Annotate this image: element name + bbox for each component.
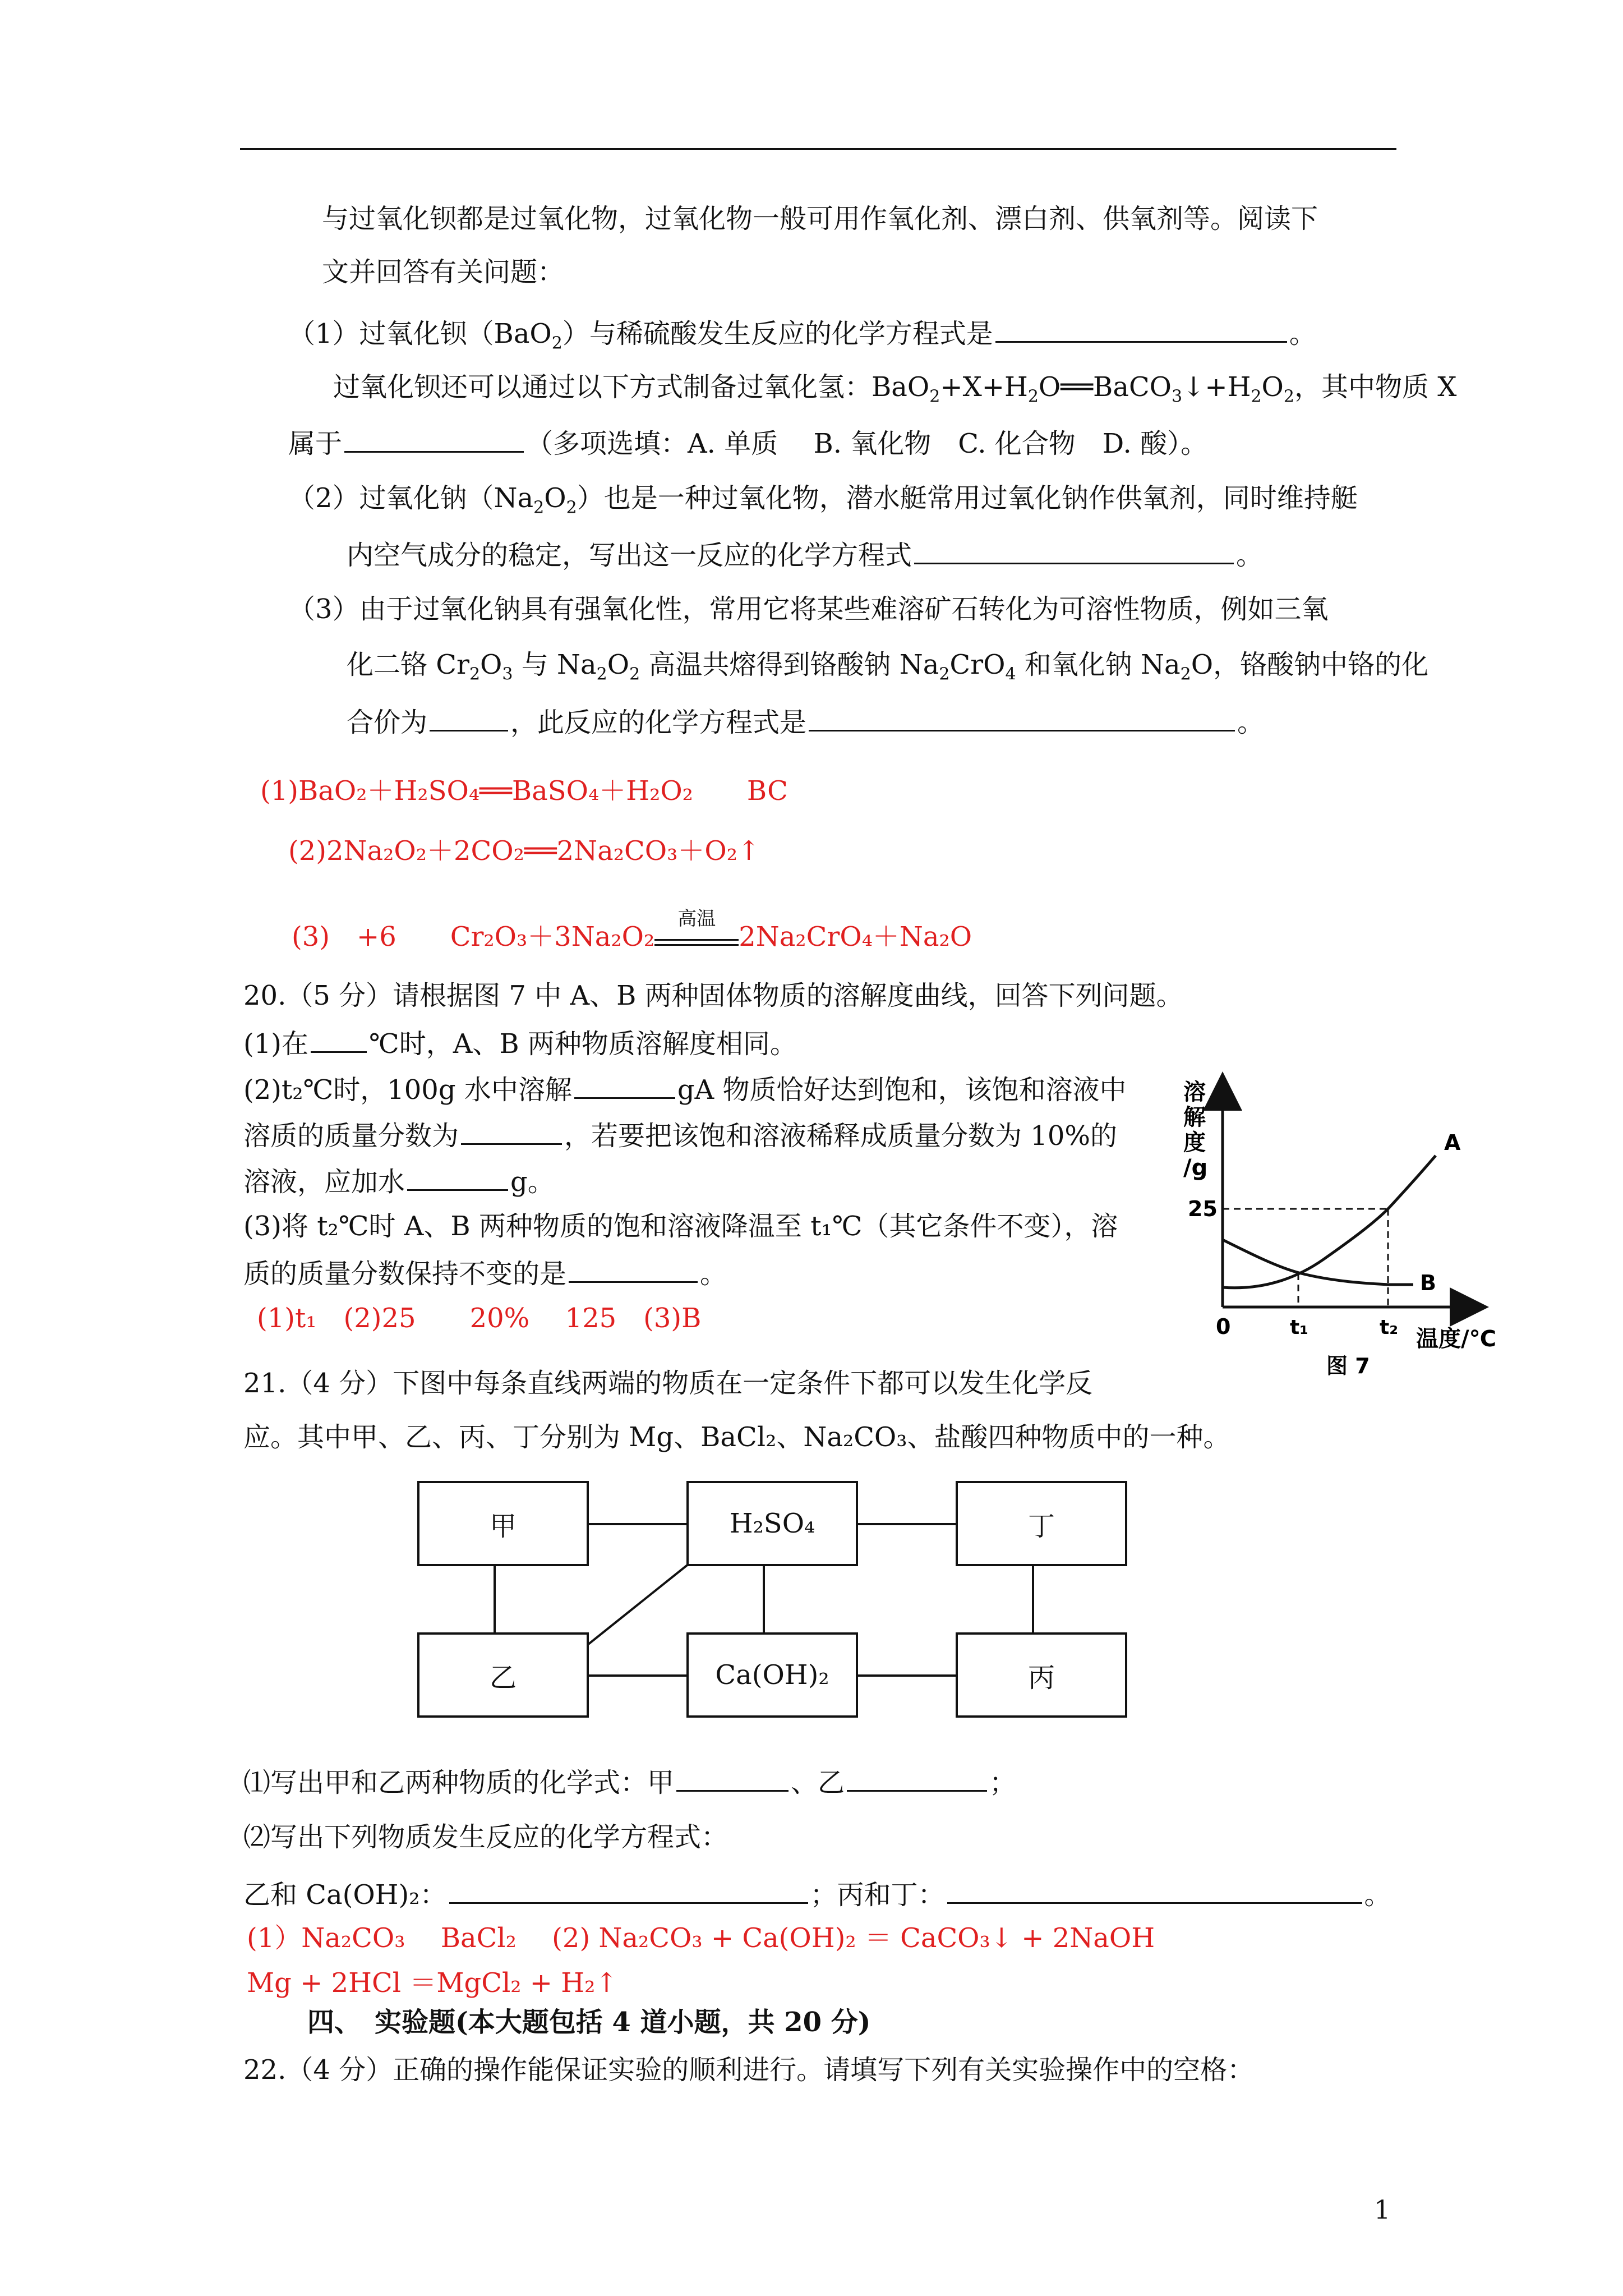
- q19-p4-a: （2）过氧化钠（Na: [288, 482, 534, 514]
- q19-p8-b: ，此反应的化学方程式是: [510, 707, 807, 738]
- curve-a: [1223, 1156, 1436, 1288]
- intro-line-2: 文并回答有关问题：: [322, 256, 565, 288]
- header-rule: [240, 148, 1396, 150]
- q21-blank-eq1[interactable]: [449, 1876, 808, 1904]
- q19-p1-text-b: ）与稀硫酸发生反应的化学方程式是: [562, 318, 993, 349]
- y-axis-label-char-1: 溶: [1183, 1079, 1206, 1105]
- section-4-heading: 四、 实验题(本大题包括 4 道小题，共 20 分): [307, 2007, 871, 2038]
- q19-p2-c: O══BaCO: [1038, 371, 1172, 403]
- q22-heading: 22.（4 分）正确的操作能保证实验的顺利进行。请填写下列有关实验操作中的空格：: [243, 2054, 1255, 2086]
- q19-p8-end: 。: [1237, 707, 1265, 738]
- double-equal-sign: [654, 939, 739, 946]
- q19-part1-prep: 过氧化钡还可以通过以下方式制备过氧化氢：$BaO_2+X+H_2O══BaCO_3↓+H_2O_2$，其中物质 X: [333, 371, 1457, 407]
- box-caoh2: Ca(OH)₂: [686, 1632, 858, 1718]
- x-axis-label: 温度/℃: [1416, 1326, 1497, 1352]
- q21-heading-2: 应。其中甲、乙、丙、丁分别为 Mg、BaCl₂、Na₂CO₃、盐酸四种物质中的一种。: [243, 1421, 1230, 1453]
- q21-blank-jia[interactable]: [676, 1764, 789, 1792]
- q20-s1-a: (1)在: [243, 1028, 308, 1060]
- q20-s4-b: g。: [510, 1166, 555, 1198]
- q19-p5-blank[interactable]: [914, 537, 1234, 564]
- q19-p7-a: 化二铬 Cr: [347, 649, 469, 680]
- y-axis-label-char-3: 度: [1183, 1130, 1206, 1156]
- link-h2so4-yi: [583, 1559, 695, 1649]
- q20-answer: (1)t₁ (2)25 20% 125 (3)B: [257, 1303, 702, 1334]
- q19-p8-blank2[interactable]: [809, 704, 1235, 731]
- q20-s3-b: ，若要把该饱和溶液稀释成质量分数为 10%的: [564, 1120, 1117, 1152]
- q19-p1-end: 。: [1289, 318, 1316, 349]
- q20-s2-blank[interactable]: [574, 1071, 675, 1099]
- q20-s4-a: 溶液，应加水: [243, 1166, 405, 1198]
- q19-p2-f: ，其中物质 X: [1294, 371, 1457, 403]
- link-h2so4-caoh2: [763, 1565, 765, 1644]
- tick-25: 25: [1188, 1197, 1218, 1221]
- q19-p7-h: O，铬酸钠中铬的化: [1191, 649, 1429, 680]
- q20-s4-blank[interactable]: [407, 1163, 508, 1191]
- q20-sub-2: [243, 1071, 1126, 1107]
- q19-p5-a: 内空气成分的稳定，写出这一反应的化学方程式: [347, 540, 912, 571]
- condition-label: 高温: [677, 908, 716, 930]
- q19-part1-class: [288, 425, 1207, 461]
- q19-answer-1: (1)BaO₂＋H₂SO₄══BaSO₄＋H₂O₂ BC: [260, 775, 788, 807]
- q19-p4-c: ）也是一种过氧化物，潜水艇常用过氧化钠作供氧剂，同时维持艇: [577, 482, 1358, 514]
- q19-p2-b: +X+H: [940, 371, 1028, 403]
- q19-p1-text-a: （1）过氧化钡（BaO: [288, 318, 552, 349]
- q19-p2-d: ↓+H: [1182, 371, 1251, 403]
- q20-s6-blank[interactable]: [569, 1255, 698, 1283]
- q19-p7-b: O: [480, 649, 502, 680]
- q19-p7-g: 和氧化钠 Na: [1016, 649, 1181, 680]
- curve-a-label: A: [1444, 1130, 1461, 1155]
- reaction-condition-arrow: [654, 908, 739, 946]
- q19-part1: （1）过氧化钡（BaO$_2$）与稀硫酸发生反应的化学方程式是 。: [288, 315, 1316, 351]
- q19-answer-2: (2)2Na₂O₂＋2CO₂══2Na₂CO₃＋O₂↑: [288, 835, 760, 867]
- q19-p7-e: 高温共熔得到铬酸钠 Na: [640, 649, 939, 680]
- solubility-figure: [1166, 1066, 1525, 1380]
- q19-part3-answer-line: [347, 704, 1264, 739]
- q20-sub-2-cont2: [243, 1163, 555, 1199]
- q21-blank-yi[interactable]: [847, 1764, 987, 1792]
- q20-sub-3: (3)将 t₂℃时 A、B 两种物质的饱和溶液降温至 t₁℃（其它条件不变），溶: [243, 1211, 1118, 1242]
- page-number: 1: [1374, 2194, 1391, 2225]
- q21-sub-2-eq: [243, 1876, 1391, 1912]
- q19-a3-post: 2Na₂CrO₄＋Na₂O: [739, 921, 972, 953]
- q20-sub-1: [243, 1025, 797, 1061]
- q19-p8-a: 合价为: [347, 707, 428, 738]
- q20-s6-b: 。: [700, 1258, 727, 1290]
- q20-s1-blank[interactable]: [311, 1025, 367, 1053]
- q19-p3-a: 属于: [288, 428, 343, 459]
- box-bing: 丙: [956, 1632, 1127, 1718]
- q20-sub-3-cont: [243, 1255, 727, 1291]
- q21-s1-b: 、乙: [791, 1767, 845, 1798]
- q21-s1-c: ；: [989, 1767, 1017, 1798]
- q19-a3-pre: (3) +6 Cr₂O₃＋3Na₂O₂: [292, 921, 655, 953]
- q19-p2-e: O: [1261, 371, 1284, 403]
- q19-p7-d: O: [607, 649, 630, 680]
- q19-p4-b: O: [544, 482, 566, 514]
- q19-answer-3: [292, 908, 972, 954]
- q21-s3-b: ；丙和丁：: [810, 1879, 945, 1911]
- curve-b-label: B: [1420, 1271, 1436, 1295]
- q19-p3-blank[interactable]: [344, 425, 524, 453]
- link-caoh2-bing: [857, 1674, 958, 1677]
- box-h2so4: H₂SO₄: [686, 1481, 858, 1566]
- link-jia-yi: [494, 1565, 496, 1644]
- link-yi-caoh2: [588, 1674, 688, 1677]
- q19-p3-b: （多项选填：A. 单质 B. 氧化物 C. 化合物 D. 酸）。: [526, 428, 1208, 459]
- box-ding: 丁: [956, 1481, 1127, 1566]
- q20-s6-a: 质的质量分数保持不变的是: [243, 1258, 567, 1290]
- q19-part2: （2）过氧化钠$(Na_2O_2)$也是一种过氧化物，潜水艇常用过氧化钠作供氧剂，同时维持艇: [288, 482, 1358, 518]
- intro-line-1: 与过氧化钡都是过氧化物，过氧化物一般可用作氧化剂、漂白剂、供氧剂等。阅读下: [322, 203, 1318, 234]
- box-yi: 乙: [417, 1632, 589, 1718]
- q21-answer-1: (1）Na₂CO₃ BaCl₂ (2) Na₂CO₃ + Ca(OH)₂ ＝ CaCO₃↓ + 2NaOH: [247, 1922, 1155, 1954]
- q19-part2-cont: [347, 537, 1263, 572]
- y-axis-label-char-2: 解: [1183, 1105, 1206, 1130]
- q21-answer-2: Mg + 2HCl ＝MgCl₂ + H₂↑: [247, 1967, 618, 1999]
- q19-part3-cont: 化二铬 $Cr_2O_3$ 与 $Na_2O_2$ 高温共熔得到铬酸钠 $Na_2CrO_4$ 和氧化钠 $Na_2O$，铬酸钠中铬的化: [347, 649, 1429, 684]
- link-h2so4-ding: [857, 1523, 958, 1525]
- y-axis-label-char-4: /g: [1183, 1155, 1208, 1181]
- q19-p8-blank1[interactable]: [430, 704, 508, 731]
- tick-t2: t₂: [1380, 1316, 1398, 1339]
- link-ding-bing: [1032, 1565, 1034, 1644]
- q21-heading-1: 21.（4 分）下图中每条直线两端的物质在一定条件下都可以发生化学反: [243, 1368, 1093, 1399]
- q21-sub-2: ⑵写出下列物质发生反应的化学方程式：: [243, 1821, 728, 1853]
- figure-caption: 图 7: [1326, 1354, 1370, 1378]
- q19-p2-a: 过氧化钡还可以通过以下方式制备过氧化氢：BaO: [333, 371, 930, 403]
- origin-label: 0: [1216, 1314, 1231, 1339]
- q21-sub-1: [243, 1764, 1016, 1800]
- q19-part3: （3）由于过氧化钠具有强氧化性，常用它将某些难溶矿石转化为可溶性物质，例如三氧: [288, 593, 1329, 625]
- q20-s3-blank[interactable]: [461, 1117, 562, 1145]
- tick-t1: t₁: [1290, 1316, 1308, 1339]
- q20-s3-a: 溶质的质量分数为: [243, 1120, 459, 1152]
- q20-s2-b: gA 物质恰好达到饱和，该饱和溶液中: [677, 1074, 1127, 1106]
- q20-sub-2-cont: [243, 1117, 1117, 1153]
- q20-s2-a: (2)t₂℃时，100g 水中溶解: [243, 1074, 572, 1106]
- q20-s1-b: ℃时，A、B 两种物质溶解度相同。: [369, 1028, 797, 1060]
- q19-p1-blank[interactable]: [995, 315, 1287, 343]
- q20-heading: 20.（5 分）请根据图 7 中 A、B 两种固体物质的溶解度曲线，回答下列问题。: [243, 980, 1183, 1011]
- q21-blank-eq2[interactable]: [947, 1876, 1362, 1904]
- q21-s1-a: ⑴写出甲和乙两种物质的化学式：甲: [243, 1767, 675, 1798]
- q19-p7-c: 与 Na: [513, 649, 597, 680]
- q21-s3-a: 乙和 Ca(OH)₂：: [243, 1879, 447, 1911]
- q19-p7-f: CrO: [949, 649, 1006, 680]
- q19-p5-end: 。: [1236, 540, 1264, 571]
- q21-s3-c: 。: [1364, 1879, 1391, 1911]
- box-jia: 甲: [417, 1481, 589, 1566]
